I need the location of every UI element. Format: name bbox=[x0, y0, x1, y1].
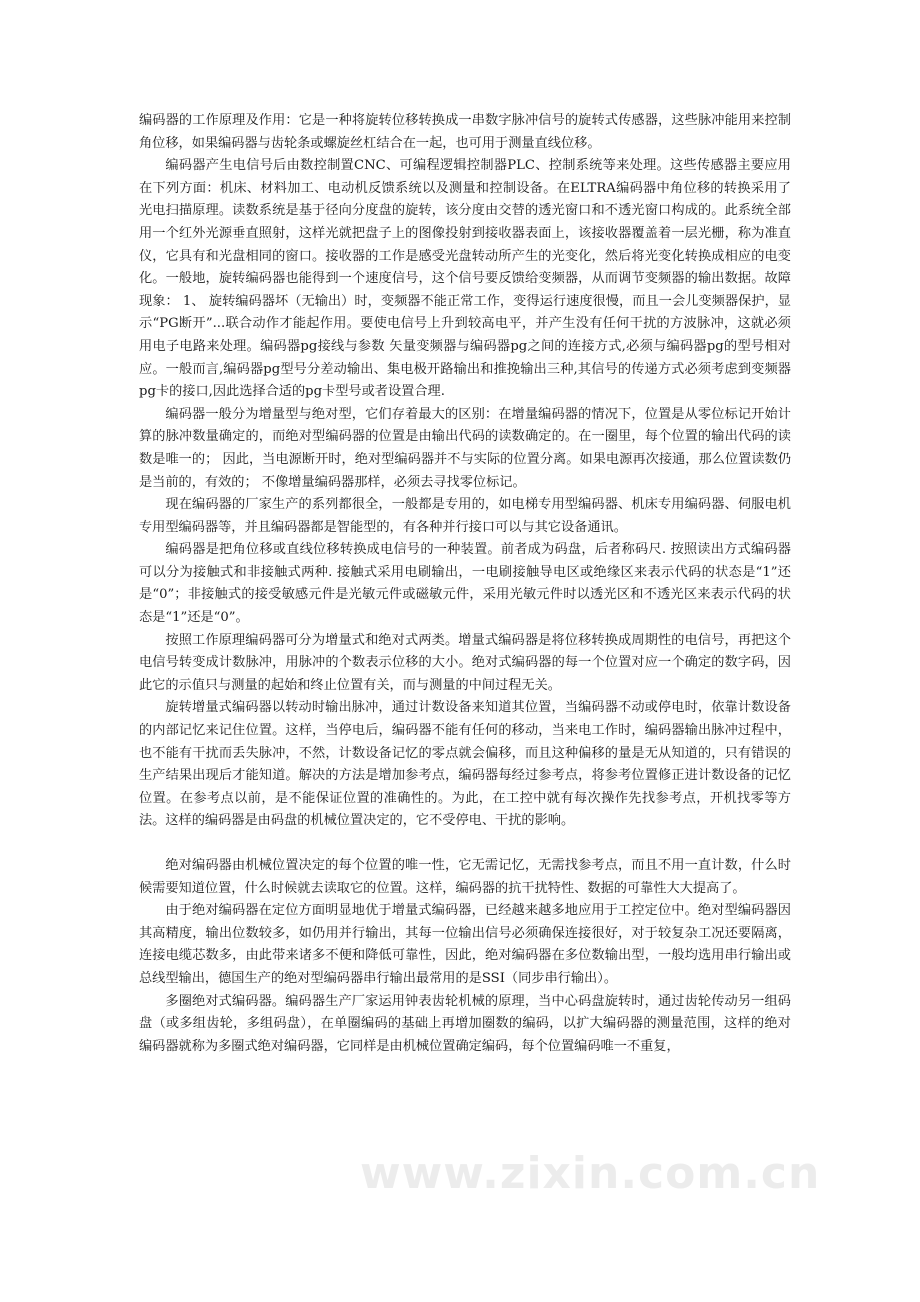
paragraph-signal-processing: 编码器产生电信号后由数控制置CNC、可编程逻辑控制器PLC、控制系统等来处理。这些传感器主要应用在下列方面：机床、材料加工、电动机反馈系统以及测量和控制设备。在ELTRA编码器中角位移的转换采用了光电扫描原理。读数系统是基于径向分度盘的旋转，该分度由交替的透光窗口和不透光窗口构成的。此系统全部用一个红外光源垂直照射，这样光就把盘子上的图像投射到接收器表面上，该接收器覆盖着一层光栅，称为准直仪，它具有和光盘相同的窗口。接收器的工作是感受光盘转动所产生的光变化，然后将光变化转换成相应的电变化。一般地，旋转编码器也能得到一个速度信号，这个信号要反馈给变频器，从而调节变频器的输出数据。故障现象： 1、 旋转编码器坏（无输出）时，变频器不能正常工作，变得运行速度很慢，而且一会儿变频器保护，显示“PG断开”...联合动作才能起作用。要使电信号上升到较高电平，并产生没有任何干扰的方波脉冲，这就必须用电子电路来处理。编码器pg接线与参数 矢量变频器与编码器pg之间的连接方式,必须与编码器pg的型号相对应。一般而言,编码器pg型号分差动输出、集电极开路输出和推挽输出三种,其信号的传递方式必须考虑到变频器pg卡的接口,因此选择合适的pg卡型号或者设置合理. bbox=[139, 158, 791, 400]
paragraph-encoder-principle: 编码器的工作原理及作用：它是一种将旋转位移转换成一串数字脉冲信号的旋转式传感器，这些脉冲能用来控制角位移，如果编码器与齿轮条或螺旋丝杠结合在一起，也可用于测量直线位移。 bbox=[139, 113, 791, 151]
paragraph-incremental-vs-absolute: 编码器一般分为增量型与绝对型，它们存着最大的区别：在增量编码器的情况下，位置是从零位标记开始计算的脉冲数量确定的，而绝对型编码器的位置是由输出代码的读数确定的。在一圈里，每个位置的输出代码的读数是唯一的； 因此，当电源断开时，绝对型编码器并不与实际的位置分离。如果电源再次接通，那么位置读数仍是当前的，有效的； 不像增量编码器那样，必须去寻找零位标记。 bbox=[139, 406, 791, 490]
paragraph-manufacturers: 现在编码器的厂家生产的系列都很全，一般都是专用的，如电梯专用型编码器、机床专用编码器、伺服电机专用型编码器等，并且编码器都是智能型的，有各种并行接口可以与其它设备通讯。 bbox=[139, 497, 791, 535]
paragraph-contact-types: 编码器是把角位移或直线位移转换成电信号的一种装置。前者成为码盘，后者称码尺. 按照读出方式编码器可以分为接触式和非接触式两种. 接触式采用电刷输出，一电刷接触导电区或绝缘区来表示代码的状态是“1”还是“0”；非接触式的接受敏感元件是光敏元件或磁敏元件，采用光敏元件时以透光区和不透光区来表示代码的状态是“1”还是“0”。 bbox=[139, 542, 791, 626]
paragraph-working-principle: 按照工作原理编码器可分为增量式和绝对式两类。增量式编码器是将位移转换成周期性的电信号，再把这个电信号转变成计数脉冲，用脉冲的个数表示位移的大小。绝对式编码器的每一个位置对应一个确定的数字码，因此它的示值只与测量的起始和终止位置有关，而与测量的中间过程无关。 bbox=[139, 632, 791, 693]
paragraph-rotary-incremental: 旋转增量式编码器以转动时输出脉冲，通过计数设备来知道其位置，当编码器不动或停电时，依靠计数设备的内部记忆来记住位置。这样，当停电后，编码器不能有任何的移动，当来电工作时，编码器输出脉冲过程中，也不能有干扰而丢失脉冲，不然，计数设备记忆的零点就会偏移，而且这种偏移的量是无从知道的，只有错误的生产结果出现后才能知道。解决的方法是增加参考点，编码器每经过参考点，将参考位置修正进计数设备的记忆位置。在参考点以前，是不能保证位置的准确性的。为此，在工控中就有每次操作先找参考点，开机找零等方法。这样的编码器是由码盘的机械位置决定的，它不受停电、干扰的影响。 bbox=[139, 700, 791, 829]
document-body bbox=[139, 110, 791, 1058]
paragraph-absolute-uniqueness: 绝对编码器由机械位置决定的每个位置的唯一性，它无需记忆，无需找参考点，而且不用一直计数，什么时候需要知道位置，什么时候就去读取它的位置。这样，编码器的抗干扰特性、数据的可靠性大大提高了。 bbox=[139, 858, 791, 896]
paragraph-absolute-positioning: 由于绝对编码器在定位方面明显地优于增量式编码器，已经越来越多地应用于工控定位中。绝对型编码器因其高精度，输出位数较多，如仍用并行输出，其每一位输出信号必须确保连接很好，对于较复杂工况还要隔离，连接电缆芯数多，由此带来诸多不便和降低可靠性，因此，绝对编码器在多位数输出型，一般均选用串行输出或总线型输出，德国生产的绝对型编码器串行输出最常用的是SSI（同步串行输出）。 bbox=[139, 903, 791, 986]
watermark-text: www.zixin.com.cn bbox=[360, 1148, 821, 1199]
paragraph-multiturn-absolute: 多圈绝对式编码器。编码器生产厂家运用钟表齿轮机械的原理，当中心码盘旋转时，通过齿轮传动另一组码盘（或多组齿轮，多组码盘），在单圈编码的基础上再增加圈数的编码，以扩大编码器的测量范围，这样的绝对编码器就称为多圈式绝对编码器，它同样是由机械位置确定编码，每个位置编码唯一不重复， bbox=[139, 993, 791, 1054]
